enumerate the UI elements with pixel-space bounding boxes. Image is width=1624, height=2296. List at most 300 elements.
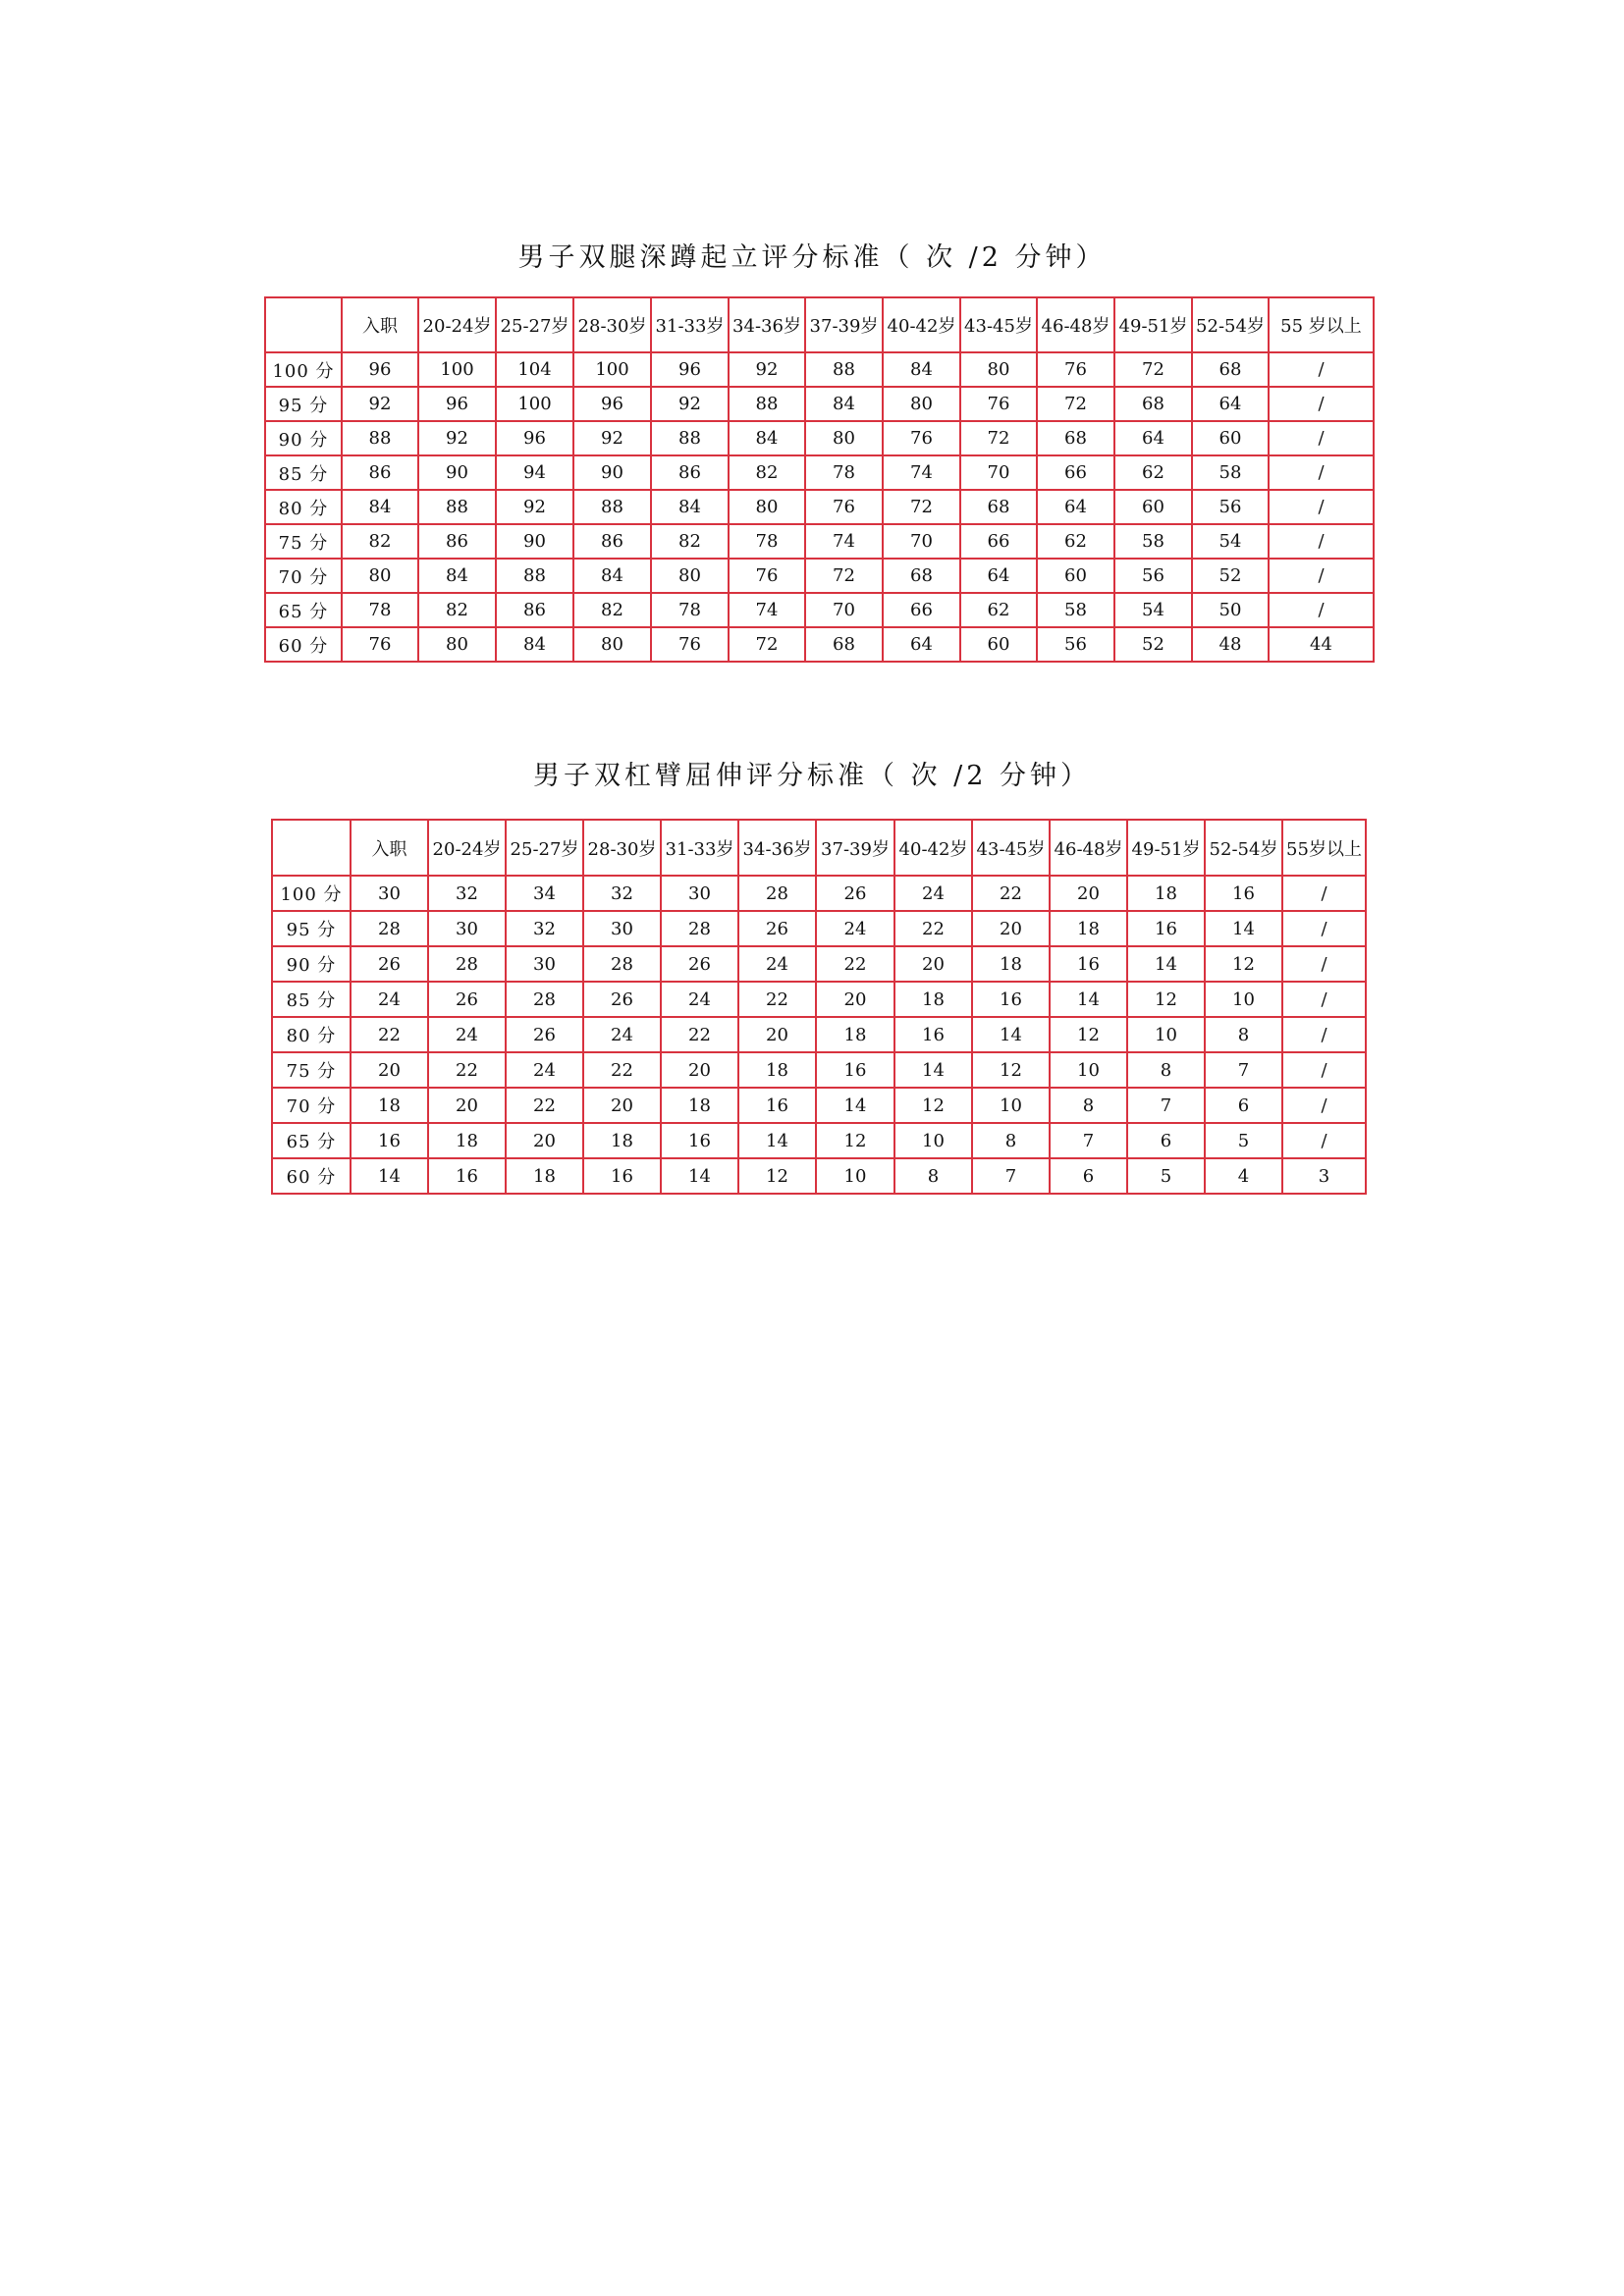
table-cell: 26 (816, 876, 894, 911)
table-cell: 80 (729, 490, 805, 524)
table-cell: 80 (573, 627, 651, 662)
table-cell: 96 (342, 352, 418, 387)
table-cell: 24 (894, 876, 972, 911)
score-label-cell: 65 分 (272, 1123, 351, 1158)
table-cell: 76 (805, 490, 883, 524)
table-cell: 80 (805, 421, 883, 455)
table-cell: 22 (816, 946, 894, 982)
table-cell: 82 (573, 593, 651, 627)
table-cell: 6 (1127, 1123, 1205, 1158)
table-cell: / (1269, 559, 1374, 593)
score-label-cell: 75 分 (265, 524, 342, 559)
column-header: 46-48岁 (1037, 297, 1114, 352)
column-header: 49-51岁 (1114, 297, 1192, 352)
table-cell: 76 (960, 387, 1037, 421)
table-cell: 10 (816, 1158, 894, 1194)
table-cell: / (1282, 1017, 1366, 1052)
column-header: 55 岁以上 (1269, 297, 1374, 352)
table-cell: 86 (496, 593, 573, 627)
table-cell: 18 (972, 946, 1050, 982)
table-cell: 20 (583, 1088, 661, 1123)
column-header: 入职 (342, 297, 418, 352)
table-row (272, 946, 1366, 982)
table-cell: 80 (883, 387, 960, 421)
table-cell: 66 (883, 593, 960, 627)
score-label-cell: 65 分 (265, 593, 342, 627)
table-cell: 20 (972, 911, 1050, 946)
table-cell: 70 (883, 524, 960, 559)
table-row (272, 982, 1366, 1017)
table-cell: 24 (506, 1052, 583, 1088)
table-cell: 90 (496, 524, 573, 559)
table-cell: 88 (342, 421, 418, 455)
column-header: 20-24岁 (418, 297, 496, 352)
table-cell: 64 (883, 627, 960, 662)
table-cell: 52 (1114, 627, 1192, 662)
table-cell: 92 (729, 352, 805, 387)
table-cell: 80 (342, 559, 418, 593)
table-cell: 32 (583, 876, 661, 911)
table-cell: 30 (661, 876, 738, 911)
table-cell: 5 (1205, 1123, 1282, 1158)
table-cell: 96 (418, 387, 496, 421)
table-row (272, 1017, 1366, 1052)
table-cell: 14 (816, 1088, 894, 1123)
table-cell: 16 (894, 1017, 972, 1052)
table-row (272, 1052, 1366, 1088)
table-cell: 60 (1192, 421, 1269, 455)
table-cell: 26 (351, 946, 428, 982)
table-cell: 16 (1127, 911, 1205, 946)
table-cell: 54 (1192, 524, 1269, 559)
table-cell: 52 (1192, 559, 1269, 593)
table-cell: 7 (972, 1158, 1050, 1194)
table-cell: 16 (428, 1158, 506, 1194)
table-cell: 12 (1050, 1017, 1127, 1052)
table-cell: 70 (805, 593, 883, 627)
table-cell: 28 (583, 946, 661, 982)
table-row (265, 524, 1374, 559)
table-cell: 14 (1127, 946, 1205, 982)
table-cell: 24 (351, 982, 428, 1017)
table-cell: 14 (972, 1017, 1050, 1052)
table-cell: 76 (342, 627, 418, 662)
table-cell: 78 (805, 455, 883, 490)
table-row (265, 387, 1374, 421)
table-cell: 100 (573, 352, 651, 387)
table-cell: 26 (506, 1017, 583, 1052)
table-cell: 20 (816, 982, 894, 1017)
score-label-cell: 70 分 (272, 1088, 351, 1123)
score-label-cell: 60 分 (265, 627, 342, 662)
table-cell: 76 (651, 627, 729, 662)
table-cell: 84 (418, 559, 496, 593)
table-cell: 16 (661, 1123, 738, 1158)
table-cell: / (1269, 421, 1374, 455)
column-header: 31-33岁 (661, 820, 738, 876)
table-row (265, 490, 1374, 524)
table-cell: 28 (351, 911, 428, 946)
table-cell: 16 (583, 1158, 661, 1194)
table-cell: 84 (342, 490, 418, 524)
table-cell: 92 (573, 421, 651, 455)
column-header: 20-24岁 (428, 820, 506, 876)
table-cell: 58 (1114, 524, 1192, 559)
table-cell: 10 (1127, 1017, 1205, 1052)
column-header: 28-30岁 (573, 297, 651, 352)
table-cell: 74 (883, 455, 960, 490)
table-row (272, 1158, 1366, 1194)
table-cell: 84 (651, 490, 729, 524)
table-cell: 18 (661, 1088, 738, 1123)
table-cell: 16 (972, 982, 1050, 1017)
table-cell: 66 (1037, 455, 1114, 490)
table-cell: 24 (816, 911, 894, 946)
table-cell: 62 (1037, 524, 1114, 559)
table-cell: / (1282, 1052, 1366, 1088)
table-cell: 26 (583, 982, 661, 1017)
header-corner-cell (265, 297, 342, 352)
table-cell: 72 (1037, 387, 1114, 421)
score-label-cell: 95 分 (272, 911, 351, 946)
table-cell: / (1269, 490, 1374, 524)
table-cell: 8 (972, 1123, 1050, 1158)
table-cell: 86 (573, 524, 651, 559)
table-cell: / (1282, 1123, 1366, 1158)
table-row (265, 421, 1374, 455)
table-cell: 60 (1037, 559, 1114, 593)
table-cell: 72 (729, 627, 805, 662)
table-cell: 28 (428, 946, 506, 982)
table-cell: 22 (661, 1017, 738, 1052)
table-cell: 12 (1127, 982, 1205, 1017)
table-cell: / (1282, 946, 1366, 982)
table-cell: 92 (651, 387, 729, 421)
score-label-cell: 90 分 (265, 421, 342, 455)
table-cell: 64 (1037, 490, 1114, 524)
table-cell: 30 (351, 876, 428, 911)
table-cell: 44 (1269, 627, 1374, 662)
table-cell: 56 (1192, 490, 1269, 524)
table-row (272, 1088, 1366, 1123)
table-cell: 88 (651, 421, 729, 455)
table-cell: 56 (1037, 627, 1114, 662)
table-cell: 88 (729, 387, 805, 421)
table-cell: 10 (972, 1088, 1050, 1123)
table-cell: 8 (1127, 1052, 1205, 1088)
table-cell: 14 (894, 1052, 972, 1088)
score-label-cell: 100 分 (265, 352, 342, 387)
table-cell: 24 (661, 982, 738, 1017)
table-cell: 58 (1037, 593, 1114, 627)
table-cell: 28 (738, 876, 816, 911)
table-cell: 20 (506, 1123, 583, 1158)
table-cell: 20 (1050, 876, 1127, 911)
column-header: 52-54岁 (1205, 820, 1282, 876)
table-cell: 86 (418, 524, 496, 559)
table-cell: 90 (573, 455, 651, 490)
table-cell: 78 (651, 593, 729, 627)
table-cell: 72 (883, 490, 960, 524)
table-cell: 12 (972, 1052, 1050, 1088)
column-header: 28-30岁 (583, 820, 661, 876)
table-cell: 10 (894, 1123, 972, 1158)
table-cell: 68 (883, 559, 960, 593)
table-cell: / (1269, 524, 1374, 559)
table-cell: 60 (960, 627, 1037, 662)
table-cell: 18 (738, 1052, 816, 1088)
table-cell: 12 (894, 1088, 972, 1123)
table-cell: 8 (1205, 1017, 1282, 1052)
table-cell: 96 (651, 352, 729, 387)
table-cell: / (1282, 911, 1366, 946)
table-cell: 22 (428, 1052, 506, 1088)
table-cell: 14 (661, 1158, 738, 1194)
score-label-cell: 90 分 (272, 946, 351, 982)
table-cell: 6 (1050, 1158, 1127, 1194)
score-label-cell: 75 分 (272, 1052, 351, 1088)
table-cell: 62 (960, 593, 1037, 627)
table-cell: 84 (805, 387, 883, 421)
column-header: 入职 (351, 820, 428, 876)
table-row (265, 593, 1374, 627)
table-cell: 68 (960, 490, 1037, 524)
table-cell: 66 (960, 524, 1037, 559)
table-cell: 82 (342, 524, 418, 559)
table-cell: 72 (805, 559, 883, 593)
score-label-cell: 100 分 (272, 876, 351, 911)
table-cell: 100 (418, 352, 496, 387)
column-header: 25-27岁 (496, 297, 573, 352)
table-row (272, 876, 1366, 911)
table-cell: 10 (1050, 1052, 1127, 1088)
table-row (265, 352, 1374, 387)
table-cell: 92 (496, 490, 573, 524)
table-cell: 58 (1192, 455, 1269, 490)
table-cell: 18 (894, 982, 972, 1017)
column-header: 43-45岁 (972, 820, 1050, 876)
score-label-cell: 70 分 (265, 559, 342, 593)
table-cell: 8 (894, 1158, 972, 1194)
table-cell: 18 (428, 1123, 506, 1158)
score-label-cell: 80 分 (265, 490, 342, 524)
table-cell: 88 (805, 352, 883, 387)
table-cell: 14 (351, 1158, 428, 1194)
table-cell: 76 (729, 559, 805, 593)
column-header: 31-33岁 (651, 297, 729, 352)
table-cell: 18 (506, 1158, 583, 1194)
table-row (265, 627, 1374, 662)
table-cell: 16 (816, 1052, 894, 1088)
table-cell: 18 (351, 1088, 428, 1123)
table-cell: / (1269, 593, 1374, 627)
dip-table-title: 男子双杠臂屈伸评分标准（ 次 /2 分钟） (532, 761, 1092, 791)
table-cell: 64 (1192, 387, 1269, 421)
table-cell: 104 (496, 352, 573, 387)
table-cell: 78 (729, 524, 805, 559)
table-cell: 18 (583, 1123, 661, 1158)
table-cell: 56 (1114, 559, 1192, 593)
table-cell: 24 (428, 1017, 506, 1052)
table-cell: 80 (418, 627, 496, 662)
table-cell: 26 (428, 982, 506, 1017)
score-label-cell: 85 分 (265, 455, 342, 490)
table-cell: 4 (1205, 1158, 1282, 1194)
table-cell: 7 (1050, 1123, 1127, 1158)
table-cell: 34 (506, 876, 583, 911)
score-label-cell: 85 分 (272, 982, 351, 1017)
column-header: 40-42岁 (894, 820, 972, 876)
table-cell: 22 (738, 982, 816, 1017)
table-cell: 3 (1282, 1158, 1366, 1194)
table-cell: 96 (573, 387, 651, 421)
table-cell: 76 (1037, 352, 1114, 387)
column-header: 40-42岁 (883, 297, 960, 352)
table-cell: 88 (573, 490, 651, 524)
table-cell: 20 (351, 1052, 428, 1088)
score-label-cell: 80 分 (272, 1017, 351, 1052)
column-header: 43-45岁 (960, 297, 1037, 352)
table-cell: 32 (428, 876, 506, 911)
table-cell: 70 (960, 455, 1037, 490)
table-cell: 68 (1114, 387, 1192, 421)
score-label-cell: 60 分 (272, 1158, 351, 1194)
table-cell: 68 (1192, 352, 1269, 387)
table-cell: 80 (960, 352, 1037, 387)
table-cell: 10 (1205, 982, 1282, 1017)
table-cell: 74 (729, 593, 805, 627)
table-cell: 84 (573, 559, 651, 593)
table-cell: 18 (816, 1017, 894, 1052)
table-cell: 82 (729, 455, 805, 490)
table-cell: / (1282, 1088, 1366, 1123)
table-cell: 8 (1050, 1088, 1127, 1123)
column-header: 37-39岁 (816, 820, 894, 876)
table-cell: 22 (351, 1017, 428, 1052)
table-cell: 84 (729, 421, 805, 455)
table-cell: 64 (1114, 421, 1192, 455)
column-header: 49-51岁 (1127, 820, 1205, 876)
table-cell: 90 (418, 455, 496, 490)
table-cell: 16 (738, 1088, 816, 1123)
table-cell: 72 (1114, 352, 1192, 387)
table-cell: 24 (738, 946, 816, 982)
table-row (265, 559, 1374, 593)
table-cell: 88 (496, 559, 573, 593)
table-cell: / (1282, 876, 1366, 911)
table-cell: 78 (342, 593, 418, 627)
table-cell: 28 (661, 911, 738, 946)
table-cell: 20 (894, 946, 972, 982)
table-cell: 14 (1050, 982, 1127, 1017)
table-cell: 16 (1050, 946, 1127, 982)
table-cell: / (1269, 387, 1374, 421)
table-cell: 76 (883, 421, 960, 455)
squat-score-table (264, 296, 1375, 663)
table-cell: 84 (496, 627, 573, 662)
table-cell: 82 (651, 524, 729, 559)
table-cell: 68 (805, 627, 883, 662)
table-cell: 48 (1192, 627, 1269, 662)
table-cell: 22 (972, 876, 1050, 911)
squat-table-title: 男子双腿深蹲起立评分标准（ 次 /2 分钟） (517, 242, 1107, 273)
table-cell: 30 (506, 946, 583, 982)
table-cell: 28 (506, 982, 583, 1017)
table-cell: 54 (1114, 593, 1192, 627)
column-header: 46-48岁 (1050, 820, 1127, 876)
dip-score-table (271, 819, 1367, 1195)
table-cell: 30 (428, 911, 506, 946)
table-cell: 22 (894, 911, 972, 946)
table-cell: / (1269, 352, 1374, 387)
table-cell: 32 (506, 911, 583, 946)
table-cell: 50 (1192, 593, 1269, 627)
table-cell: 96 (496, 421, 573, 455)
header-corner-cell (272, 820, 351, 876)
table-cell: 14 (1205, 911, 1282, 946)
column-header: 34-36岁 (738, 820, 816, 876)
table-cell: 84 (883, 352, 960, 387)
table-cell: 7 (1205, 1052, 1282, 1088)
column-header: 55岁以上 (1282, 820, 1366, 876)
table-cell: 30 (583, 911, 661, 946)
table-cell: 86 (651, 455, 729, 490)
table-header-row (272, 820, 1366, 876)
table-cell: 22 (583, 1052, 661, 1088)
column-header: 37-39岁 (805, 297, 883, 352)
table-cell: 14 (738, 1123, 816, 1158)
table-cell: 20 (738, 1017, 816, 1052)
table-cell: 92 (342, 387, 418, 421)
score-label-cell: 95 分 (265, 387, 342, 421)
table-cell: 94 (496, 455, 573, 490)
table-cell: 88 (418, 490, 496, 524)
table-cell: 64 (960, 559, 1037, 593)
table-row (265, 455, 1374, 490)
table-cell: 26 (738, 911, 816, 946)
table-cell: 92 (418, 421, 496, 455)
table-cell: 24 (583, 1017, 661, 1052)
table-cell: 20 (661, 1052, 738, 1088)
table-cell: / (1282, 982, 1366, 1017)
table-cell: 12 (816, 1123, 894, 1158)
table-cell: 5 (1127, 1158, 1205, 1194)
table-cell: 100 (496, 387, 573, 421)
table-cell: 18 (1050, 911, 1127, 946)
table-cell: 60 (1114, 490, 1192, 524)
table-row (272, 911, 1366, 946)
table-cell: 86 (342, 455, 418, 490)
table-row (272, 1123, 1366, 1158)
column-header: 34-36岁 (729, 297, 805, 352)
table-cell: 62 (1114, 455, 1192, 490)
table-header-row (265, 297, 1374, 352)
table-cell: 18 (1127, 876, 1205, 911)
table-cell: 6 (1205, 1088, 1282, 1123)
table-cell: 74 (805, 524, 883, 559)
column-header: 25-27岁 (506, 820, 583, 876)
table-cell: 82 (418, 593, 496, 627)
table-cell: 16 (1205, 876, 1282, 911)
table-cell: / (1269, 455, 1374, 490)
table-cell: 26 (661, 946, 738, 982)
table-cell: 80 (651, 559, 729, 593)
table-cell: 72 (960, 421, 1037, 455)
column-header: 52-54岁 (1192, 297, 1269, 352)
table-cell: 68 (1037, 421, 1114, 455)
table-cell: 20 (428, 1088, 506, 1123)
table-cell: 7 (1127, 1088, 1205, 1123)
